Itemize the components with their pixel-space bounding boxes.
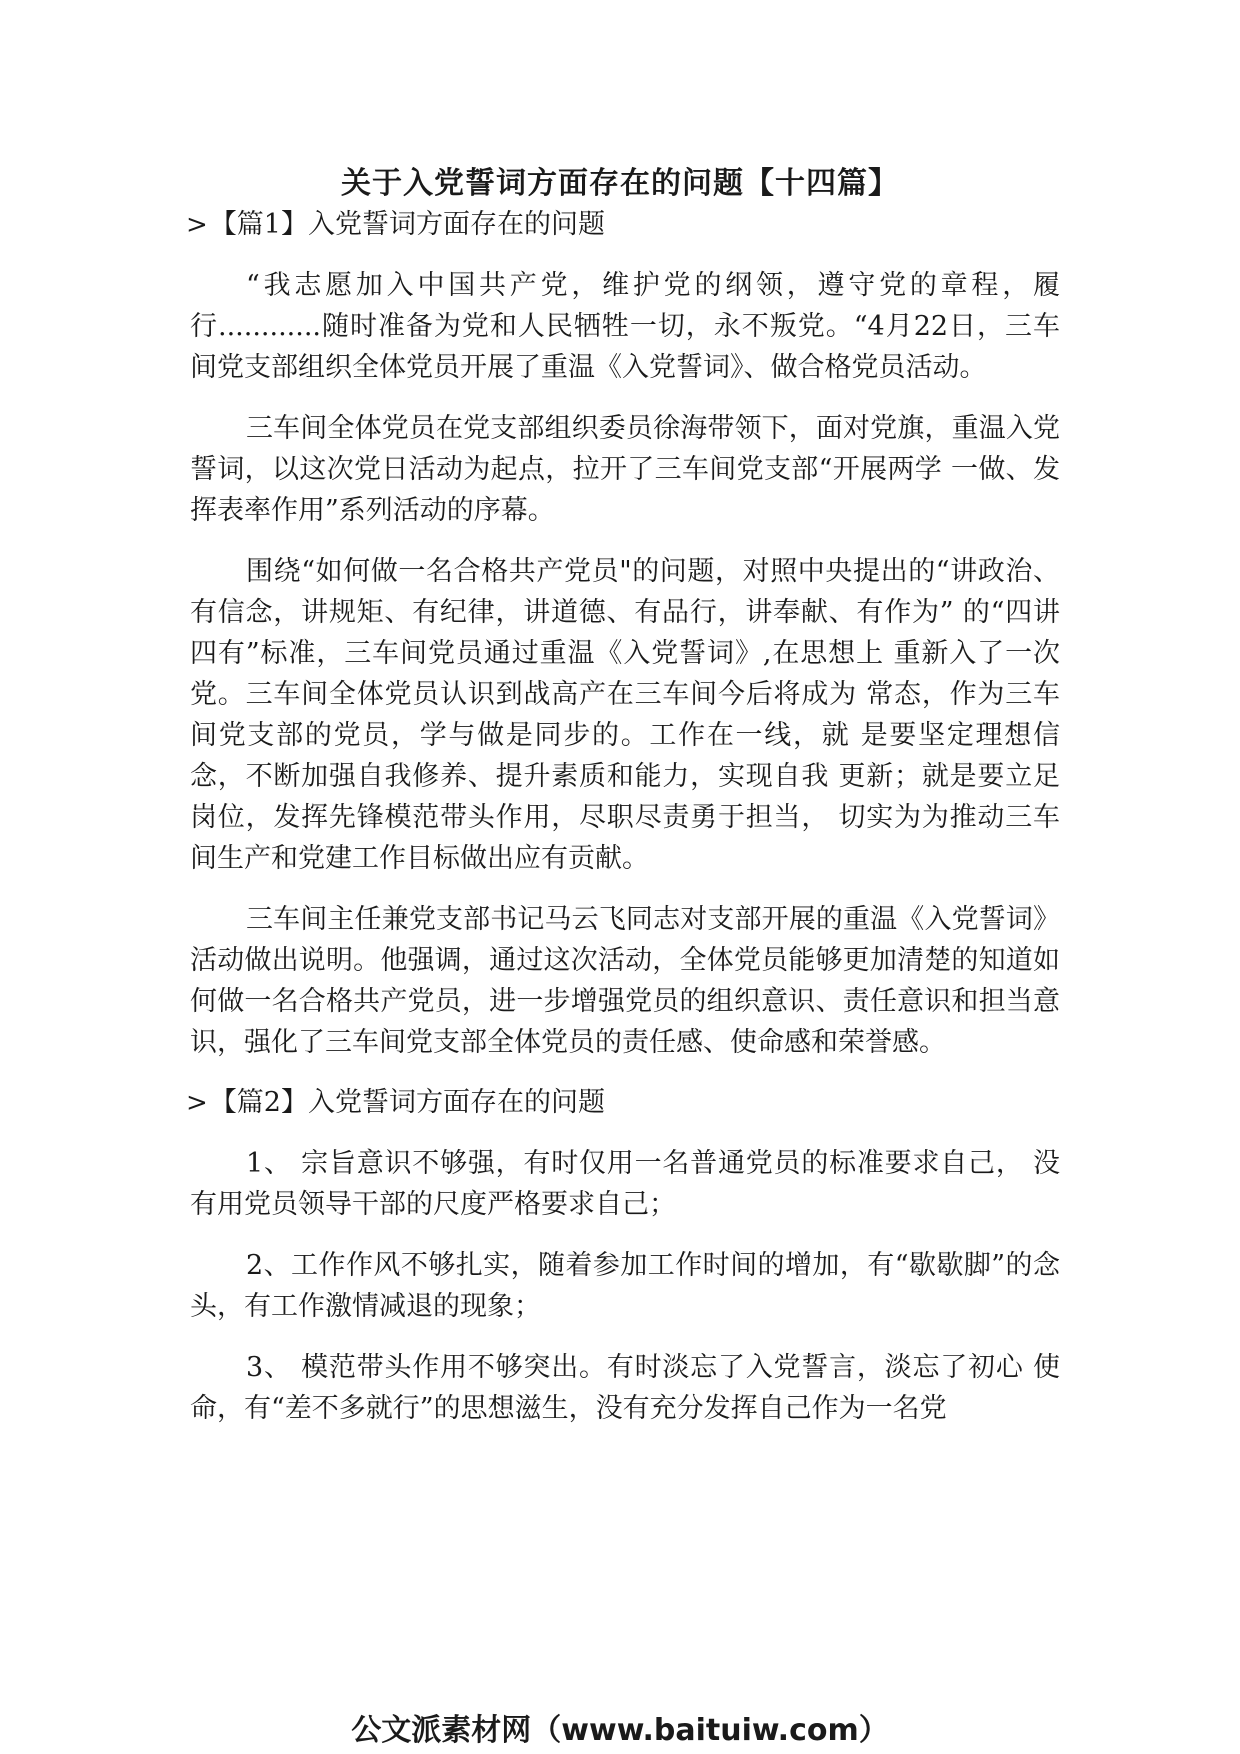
paragraph: 三车间全体党员在党支部组织委员徐海带领下，面对党旗，重温入党誓词，以这次党日活动为起点，拉开了三车间党支部“开展两学 一做、发挥表率作用”系列活动的序幕。 — [190, 413, 1060, 526]
list-item: 3、 模范带头作用不够突出。有时淡忘了入党誓言，淡忘了初心 使命，有“差不多就行”的思想滋生，没有充分发挥自己作为一名党 — [190, 1352, 1060, 1424]
section-heading-text: 【篇1】入党誓词方面存在的问题 — [209, 209, 605, 240]
chevron-right-icon: > — [186, 1088, 208, 1118]
list-item: 1、 宗旨意识不够强，有时仅用一名普通党员的标准要求自己， 没有用党员领导干部的尺度严格要求自己； — [190, 1148, 1060, 1220]
section-heading-2 — [186, 1083, 1060, 1123]
document-title: 关于入党誓词方面存在的问题【十四篇】 — [341, 166, 899, 201]
list-item: 2、工作作风不够扎实，随着参加工作时间的增加，有“歇歇脚”的念头，有工作激情减退的现象； — [190, 1250, 1060, 1322]
footer-watermark: 公文派素材网（www.baituiw.com） — [351, 1713, 889, 1748]
document-body — [186, 205, 1060, 1449]
paragraph: 围绕“如何做一名合格共产党员"的问题，对照中央提出的“讲政治、有信念，讲规矩、有纪律，讲道德、有品行，讲奉献、有作为” 的“四讲四有”标准，三车间党员通过重温《入党誓词》,在思想上 重新入了一次党。三车间全体党员认识到战高产在三车间今后将成为 常态，作为三车间党支部的党员，学与做是同步的。工作在一线，就 是要坚定理想信念，不断加强自我修养、提升素质和能力，实现自我 更新；就是要立足岗位，发挥先锋模范带头作用，尽职尽责勇于担当， 切实为为推动三车间生产和党建工作目标做出应有贡献。 — [190, 556, 1060, 874]
paragraph: “我志愿加入中国共产党，维护党的纲领，遵守党的章程，履行............随时准备为党和人民牺牲一切，永不叛党。“4月22日，三车间党支部组织全体党员开展了重温《入党誓词》、做合格党员活动。 — [190, 270, 1060, 383]
section-heading-text: 【篇2】入党誓词方面存在的问题 — [209, 1087, 605, 1118]
section-heading-1 — [186, 205, 1060, 245]
chevron-right-icon: > — [186, 210, 208, 240]
paragraph: 三车间主任兼党支部书记马云飞同志对支部开展的重温《入党誓词》活动做出说明。他强调，通过这次活动，全体党员能够更加清楚的知道如何做一名合格共产党员，进一步增强党员的组织意识、责任意识和担当意识，强化了三车间党支部全体党员的责任感、使命感和荣誉感。 — [190, 904, 1060, 1058]
